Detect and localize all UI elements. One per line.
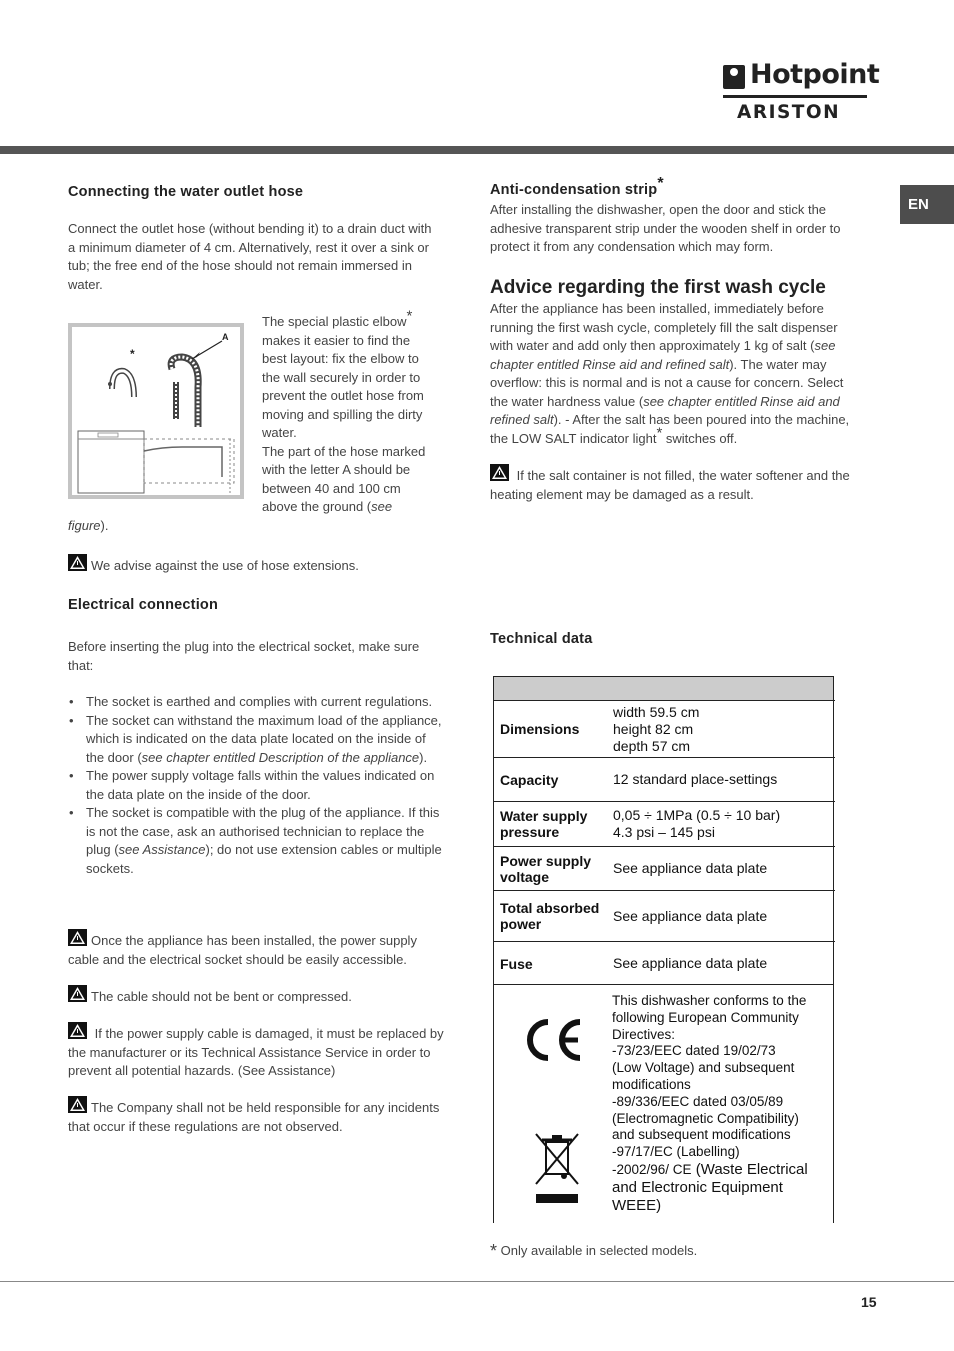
logo-mark-icon [723,65,745,89]
elbow-line-7: The part of the hose marked [262,443,426,459]
figure-label-a: A [222,332,229,342]
electrical-warning-3: If the power supply cable is damaged, it must be replaced by the manufacturer or its Technical Assistance Service in order to prevent all potential hazards. (See Assistance) [68,1022,444,1081]
row-label: Water supply pressure [494,802,607,847]
footer-rule [0,1281,954,1282]
tech-rows [494,700,835,986]
row-label: Dimensions [494,701,607,758]
salt-warning: If the salt container is not filled, the water softener and the heating element may be damaged as a result. [490,464,864,504]
weee-bin-icon [532,1128,582,1206]
row-value: See appliance data plate [607,942,835,986]
outlet-hose-figure [68,323,244,499]
elbow-line-4: prevent the outlet hose from [262,388,424,403]
row-label: Fuse [494,942,607,986]
electrical-list [68,693,444,878]
row-value: See appliance data plate [607,847,835,891]
list-item: • The socket can withstand the maximum load of the appliance, which is indicated on the data plate located on the inside of the door (see chapter entitled Description of the appliance). [68,712,444,768]
language-tab: EN [900,185,954,224]
see-text: see [371,499,393,514]
warning-icon [68,929,87,946]
anti-text: After installing the dishwasher, open the door and stick the adhesive transparent strip under the wooden shelf in order to protect it from any condensation which may form. [490,202,841,254]
row-value: width 59.5 cm height 82 cm depth 57 cm [607,701,835,758]
warning-icon [490,464,509,481]
warning-icon [68,1022,87,1039]
figure-word: figure [68,518,101,533]
footnote-star: * [406,307,413,325]
elbow-line-1: makes it easier to find the [262,332,411,348]
brand-logo [722,59,880,124]
figure-suffix: ). [100,518,109,533]
brand-name: Hotpoint [750,59,880,90]
outlet-text: Connect the outlet hose (without bending it) to a drain duct with a minimum diameter of 4 cm. Alternatively, rest it over a sink or tub; the free end of the hose should not remain immersed in water. [68,221,432,292]
outlet-heading: Connecting the water outlet hose [68,184,304,200]
hose-warning [68,554,448,576]
electrical-warning-1: Once the appliance has been installed, the power supply cable and the electrical socket should be easily accessible. [68,929,444,969]
tech-heading: Technical data [490,631,593,647]
row-label: Power supply voltage [494,847,607,891]
list-item: • The socket is earthed and complies with current regulations. [68,693,444,712]
row-value: See appliance data plate [607,891,835,942]
elbow-line-2: best layout: fix the elbow to [262,351,419,366]
elbow-line-0: The special plastic elbow [262,314,407,329]
list-item: • The socket is compatible with the plug of the appliance. If this is not the case, ask an authorised technician to replace the plug (see Assistance); do not use extension cables or multiple sockets. [68,804,444,878]
electrical-intro: Before inserting the plug into the electrical socket, make sure that: [68,639,420,673]
elbow-line-9: between 40 and 100 cm [262,480,401,496]
ground-prefix: above the ground ( [262,499,372,514]
tech-table [493,676,834,1223]
electrical-heading: Electrical connection [68,597,219,613]
brand-sub: ARISTON [737,102,841,123]
ce-mark-icon [524,1016,586,1064]
tech-table-header [494,677,833,700]
list-item: • The power supply voltage falls within the values indicated on the data plate on the inside of the door. [68,767,444,804]
row-value: 0,05 ÷ 1MPa (0.5 ÷ 10 bar) 4.3 psi – 145 psi [607,802,835,847]
electrical-warning-2: The cable should not be bent or compressed. [68,985,444,1007]
warning-icon [68,554,87,571]
elbow-line-8: with the letter A should be [262,462,411,477]
logo-rule [723,95,867,98]
advice-heading: Advice regarding the first wash cycle [490,277,826,298]
figure-ref [68,517,108,536]
figure-label-star: * [130,347,135,361]
elbow-line-5: moving and spilling the dirty [262,406,423,422]
elbow-line-3: the wall securely in order to [262,369,421,385]
row-label: Total absorbed power [494,891,607,942]
conformity-text: This dishwasher conforms to the following European Community Directives: -73/23/EEC dated 19/02/73 (Low Voltage) and subsequent modifications -89/336/EEC dated 03/05/89 (Electromagnetic Compatibility) and subsequent modifications -97/17/EC (Labelling) -2002/96/ CE (Waste Electrical and Electronic Equipment WEEE) [612,993,808,1214]
elbow-line-6: water. [262,425,297,440]
warning-icon [68,985,87,1002]
electrical-warning-4: The Company shall not be held responsible for any incidents that occur if these regulations are not observed. [68,1096,444,1136]
row-label: Capacity [494,758,607,802]
conformity-divider [494,984,833,985]
advice-text: After the appliance has been installed, immediately before running the first wash cycle, completely fill the salt dispenser with water and add only then approximately 1 kg of salt (see chapter entitled Rinse aid and refined salt). The water may overflow: this is normal and is not a cause for concern. Select the water hardness value (see chapter entitled Rinse aid and refined salt). - After the salt has been poured into the machine, the LOW SALT indicator light* switches off. [490,301,850,446]
hose-warning-text: We advise against the use of hose extensions. [91,558,359,573]
anti-heading: Anti-condensation strip* [490,175,664,198]
row-value: 12 standard place-settings [607,758,835,802]
header-bar [0,146,954,154]
warning-icon [68,1096,87,1113]
page-number: 15 [861,1294,877,1310]
elbow-text [262,307,452,517]
footnote: * Only available in selected models. [490,1241,698,1261]
hose-diagram [72,327,240,495]
